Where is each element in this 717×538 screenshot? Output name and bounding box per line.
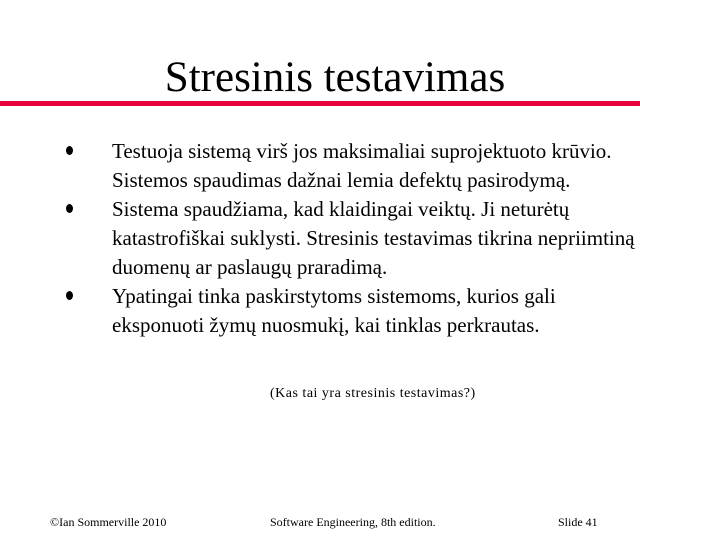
footer-book-title: Software Engineering, 8th edition. xyxy=(270,515,436,529)
question-note: (Kas tai yra stresinis testavimas?) xyxy=(270,386,476,401)
bullet-dot-icon xyxy=(66,291,73,300)
bullet-text: Sistema spaudžiama, kad klaidingai veiktų. Ji neturėtų katastrofiškai suklysti. Stresinis testavimas tikrina nepriimtiną duomenų ar paslaugų praradimą. xyxy=(112,197,635,279)
bullet-list xyxy=(0,137,717,340)
bullet-item-2 xyxy=(0,195,652,282)
slide-title: Stresinis testavimas xyxy=(164,54,506,101)
bullet-text: Testuoja sistemą virš jos maksimaliai suprojektuoto krūvio. Sistemos spaudimas dažnai lemia defektų pasirodymą. xyxy=(112,139,612,192)
title-underline xyxy=(0,101,640,106)
bullet-text: Ypatingai tinka paskirstytoms sistemoms, kurios gali eksponuoti žymų nuosmukį, kai tinklas perkrautas. xyxy=(112,284,556,337)
bullet-item-3 xyxy=(0,282,652,340)
footer-slide-number: Slide 41 xyxy=(558,515,598,529)
bullet-dot-icon xyxy=(66,204,73,213)
bullet-dot-icon xyxy=(66,146,73,155)
bullet-item-1 xyxy=(0,137,652,195)
footer-copyright: ©Ian Sommerville 2010 xyxy=(50,515,167,529)
